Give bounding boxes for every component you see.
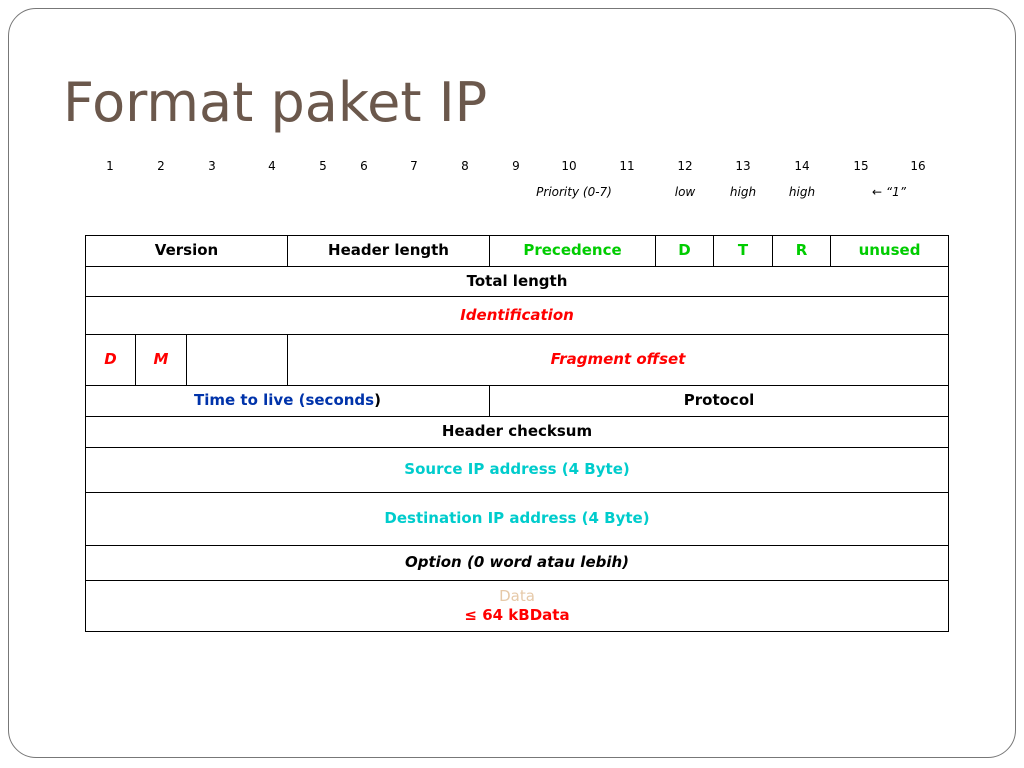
data-field [86, 581, 949, 632]
bit-number: 8 [461, 159, 469, 173]
bit-number: 13 [735, 159, 751, 173]
row-identification [86, 297, 949, 335]
time-to-live-field [86, 386, 490, 417]
bit-number: 10 [561, 159, 577, 173]
destination-ip-field: Destination IP address (4 Byte) [86, 493, 949, 546]
header-checksum-field: Header checksum [86, 417, 949, 448]
bit-number: 3 [208, 159, 216, 173]
protocol-field: Protocol [490, 386, 949, 417]
identification-field: Identification [86, 297, 949, 335]
total-length-field: Total length [86, 267, 949, 297]
row-fragment [86, 335, 949, 386]
version-field: Version [86, 236, 288, 267]
unused-field: unused [831, 236, 949, 267]
bit-number: 16 [910, 159, 926, 173]
bit-number: 1 [106, 159, 114, 173]
option-field: Option (0 word atau lebih) [86, 546, 949, 581]
bit-number: 12 [677, 159, 693, 173]
more-fragments-flag-field: M [136, 335, 187, 386]
reliability-flag-field: R [773, 236, 831, 267]
unused-arrow-label: ← “1” [872, 185, 906, 199]
bit-number: 9 [512, 159, 520, 173]
header-length-field: Header length [288, 236, 490, 267]
slide-title: Format paket IP [63, 71, 488, 134]
row-version [86, 236, 949, 267]
row-option [86, 546, 949, 581]
delay-flag-field: D [656, 236, 714, 267]
row-data [86, 581, 949, 632]
bit-number: 4 [268, 159, 276, 173]
ttl-suffix: ) [374, 391, 381, 410]
bit-number: 6 [360, 159, 368, 173]
data-faded-label: Data [499, 586, 535, 605]
bit-number: 2 [157, 159, 165, 173]
row-destination-ip [86, 493, 949, 546]
high-label: high [788, 185, 816, 199]
ttl-prefix: Time to live ( [194, 391, 306, 410]
priority-label: Priority (0-7) [536, 185, 612, 199]
data-limit-label: ≤ 64 kBData [464, 606, 570, 624]
ttl-seconds: seconds [305, 391, 375, 410]
row-total-length [86, 267, 949, 297]
source-ip-field: Source IP address (4 Byte) [86, 448, 949, 493]
low-label: low [674, 185, 696, 199]
high-label: high [729, 185, 757, 199]
bit-number: 15 [853, 159, 869, 173]
bit-number: 14 [794, 159, 810, 173]
precedence-field: Precedence [490, 236, 656, 267]
row-source-ip [86, 448, 949, 493]
bit-number: 5 [319, 159, 327, 173]
throughput-flag-field: T [714, 236, 773, 267]
fragment-offset-field: Fragment offset [288, 335, 949, 386]
dont-fragment-flag-field: D [86, 335, 136, 386]
bit-number: 11 [619, 159, 635, 173]
ip-header-table [85, 235, 949, 632]
reserved-flag-field [187, 335, 288, 386]
bit-number: 7 [410, 159, 418, 173]
row-ttl-protocol [86, 386, 949, 417]
row-checksum [86, 417, 949, 448]
